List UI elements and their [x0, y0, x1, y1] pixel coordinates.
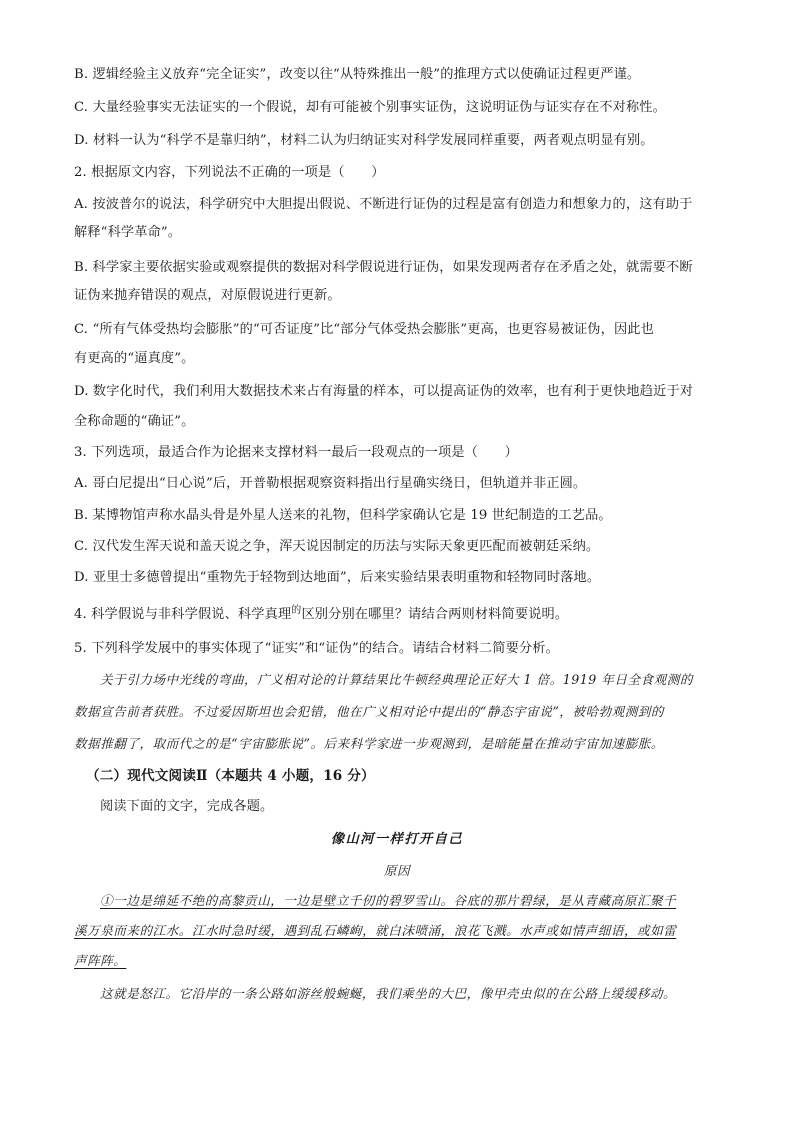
q2-option-a-line2: 解释“科学革命”。 — [74, 225, 182, 240]
q1-option-b: B. 逻辑经验主义放弃“完全证实”，改变以往“从特殊推出一般”的推理方式以使确证过程更严谨。 — [74, 67, 641, 82]
article-paragraph2: 这就是怒江。它沿岸的一条公路如游丝般蜿蜒，我们乘坐的大巴，像甲壳虫似的在公路上缓缓移动。 — [100, 986, 677, 1001]
q2-option-a-line1: A. 按波普尔的说法，科学研究中大胆提出假说、不断进行证伪的过程是富有创造力和想象力的，这有助于 — [74, 197, 693, 212]
section-heading: （二）现代文阅读Ⅱ（本题共 4 小题，16 分） — [86, 768, 375, 784]
q2-option-b-line1: B. 科学家主要依据实验或观察提供的数据对科学假说进行证伪，如果发现两者存在矛盾之处，就需要不断 — [74, 260, 693, 275]
q5-material-line2: 数据宣告前者获胜。不过爱因斯坦也会犯错，他在广义相对论中提出的“静态宇宙说”，被哈勃观测到的 — [74, 704, 665, 719]
q5-material-line1: 关于引力场中光线的弯曲，广义相对论的计算结果比牛顿经典理论正好大 1 倍。1919 年日全食观测的 — [100, 672, 693, 687]
article-paragraph1-line3: 声阵阵。 — [74, 953, 127, 968]
q5-material-line3: 数据推翻了，取而代之的是“宇宙膨胀说”。后来科学家进一步观测到，是暗能量在推动宇宙加速膨胀。 — [74, 736, 665, 751]
q3-option-a: A. 哥白尼提出“日心说”后，开普勒根据观察资料指出行星确实绕日，但轨道并非正圆。 — [74, 476, 587, 491]
q1-option-c: C. 大量经验事实无法证实的一个假说，却有可能被个别事实证伪，这说明证伪与证实存在不对称性。 — [74, 100, 666, 115]
q1-option-d: D. 材料一认为“科学不是靠归纳”，材料二认为归纳证实对科学发展同样重要，两者观点明显有别。 — [74, 133, 654, 148]
q2-option-d-line1: D. 数字化时代，我们利用大数据技术来占有海量的样本，可以提高证伪的效率，也有利于更快地趋近于对 — [74, 384, 694, 399]
q3-option-c: C. 汉代发生浑天说和盖天说之争，浑天说因制定的历法与实际天象更匹配而被朝廷采纳。 — [74, 539, 600, 554]
q2-option-b-line2: 证伪来抛弃错误的观点，对原假说进行更新。 — [74, 288, 341, 303]
q2-option-c-line1: C. “所有气体受热均会膨胀”的“可否证度”比“部分气体受热会膨胀”更高，也更容易被证伪，因此也 — [74, 322, 654, 337]
q2-option-d-line2: 全称命题的“确证”。 — [74, 414, 195, 429]
q2-option-c-line2: 有更高的“逼真度”。 — [74, 351, 195, 366]
q4-stem-part2: 区别分别在哪里？请结合两则材料简要说明。 — [301, 607, 569, 622]
q3-option-d: D. 亚里士多德曾提出“重物先于轻物到达地面”，后来实验结果表明重物和轻物同时落地。 — [74, 570, 601, 585]
q4-superscript: 的 — [291, 605, 302, 616]
q3-stem: 3. 下列选项，最适合作为论据来支撑材料一最后一段观点的一项是（ ） — [74, 445, 519, 460]
article-paragraph1-line2: 溪万泉而来的江水。江水时急时缓，遇到乱石嶙峋，就白沫喷涌，浪花飞溅。水声或如情声细语，或如雷 — [74, 923, 677, 938]
q4-stem — [74, 606, 724, 625]
article-title: 像山河一样打开自己 — [330, 832, 464, 847]
q5-stem: 5. 下列科学发展中的事实体现了“证实”和“证伪”的结合。请结合材料二简要分析。 — [74, 641, 559, 656]
article-paragraph1-line1: ①一边是绵延不绝的高黎贡山，一边是壁立千仞的碧罗雪山。谷底的那片碧绿，是从青藏高原汇聚千 — [100, 893, 677, 908]
q3-option-b: B. 某博物馆声称水晶头骨是外星人送来的礼物，但科学家确认它是 19 世纪制造的工艺品。 — [74, 508, 612, 523]
q4-stem-part1: 4. 科学假说与非科学假说、科学真理 — [74, 607, 292, 622]
q2-stem: 2. 根据原文内容，下列说法不正确的一项是（ ） — [74, 165, 385, 180]
reading-instruction: 阅读下面的文字，完成各题。 — [100, 799, 274, 814]
article-author: 原因 — [383, 863, 411, 878]
